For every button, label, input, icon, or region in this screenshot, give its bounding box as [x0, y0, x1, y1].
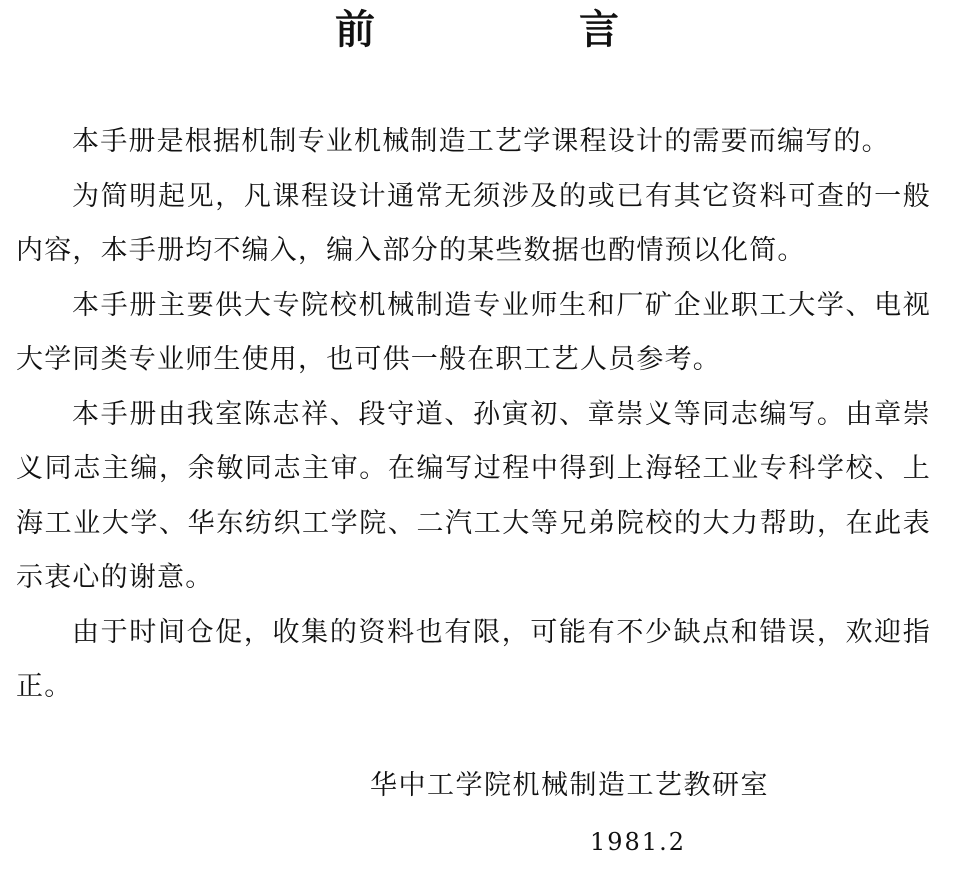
paragraph-closing: 由于时间仓促，收集的资料也有限，可能有不少缺点和错误，欢迎指正。	[16, 616, 931, 702]
signature: 华中工学院机械制造工艺教研室	[370, 770, 769, 801]
paragraph-scope: 为简明起见，凡课程设计通常无须涉及的或已有其它资料可查的一般内容，本手册均不编入，编入部分的某些数据也酌情预以化简。	[16, 180, 931, 266]
preface-body	[16, 115, 931, 715]
paragraph-authors: 本手册由我室陈志祥、段守道、孙寅初、章崇义等同志编写。由章崇义同志主编，余敏同志主审。在编写过程中得到上海轻工业专科学校、上海工业大学、华东纺织工学院、二汽工大等兄弟院校的大力帮助，在此表示衷心的谢意。	[16, 398, 931, 593]
paragraph-audience: 本手册主要供大专院校机械制造专业师生和厂矿企业职工大学、电视大学同类专业师生使用，也可供一般在职工艺人员参考。	[16, 289, 931, 375]
page-title: 前 言	[335, 7, 701, 53]
paragraph-purpose: 本手册是根据机制专业机械制造工艺学课程设计的需要而编写的。	[72, 126, 890, 157]
date: 1981.2	[590, 828, 686, 856]
